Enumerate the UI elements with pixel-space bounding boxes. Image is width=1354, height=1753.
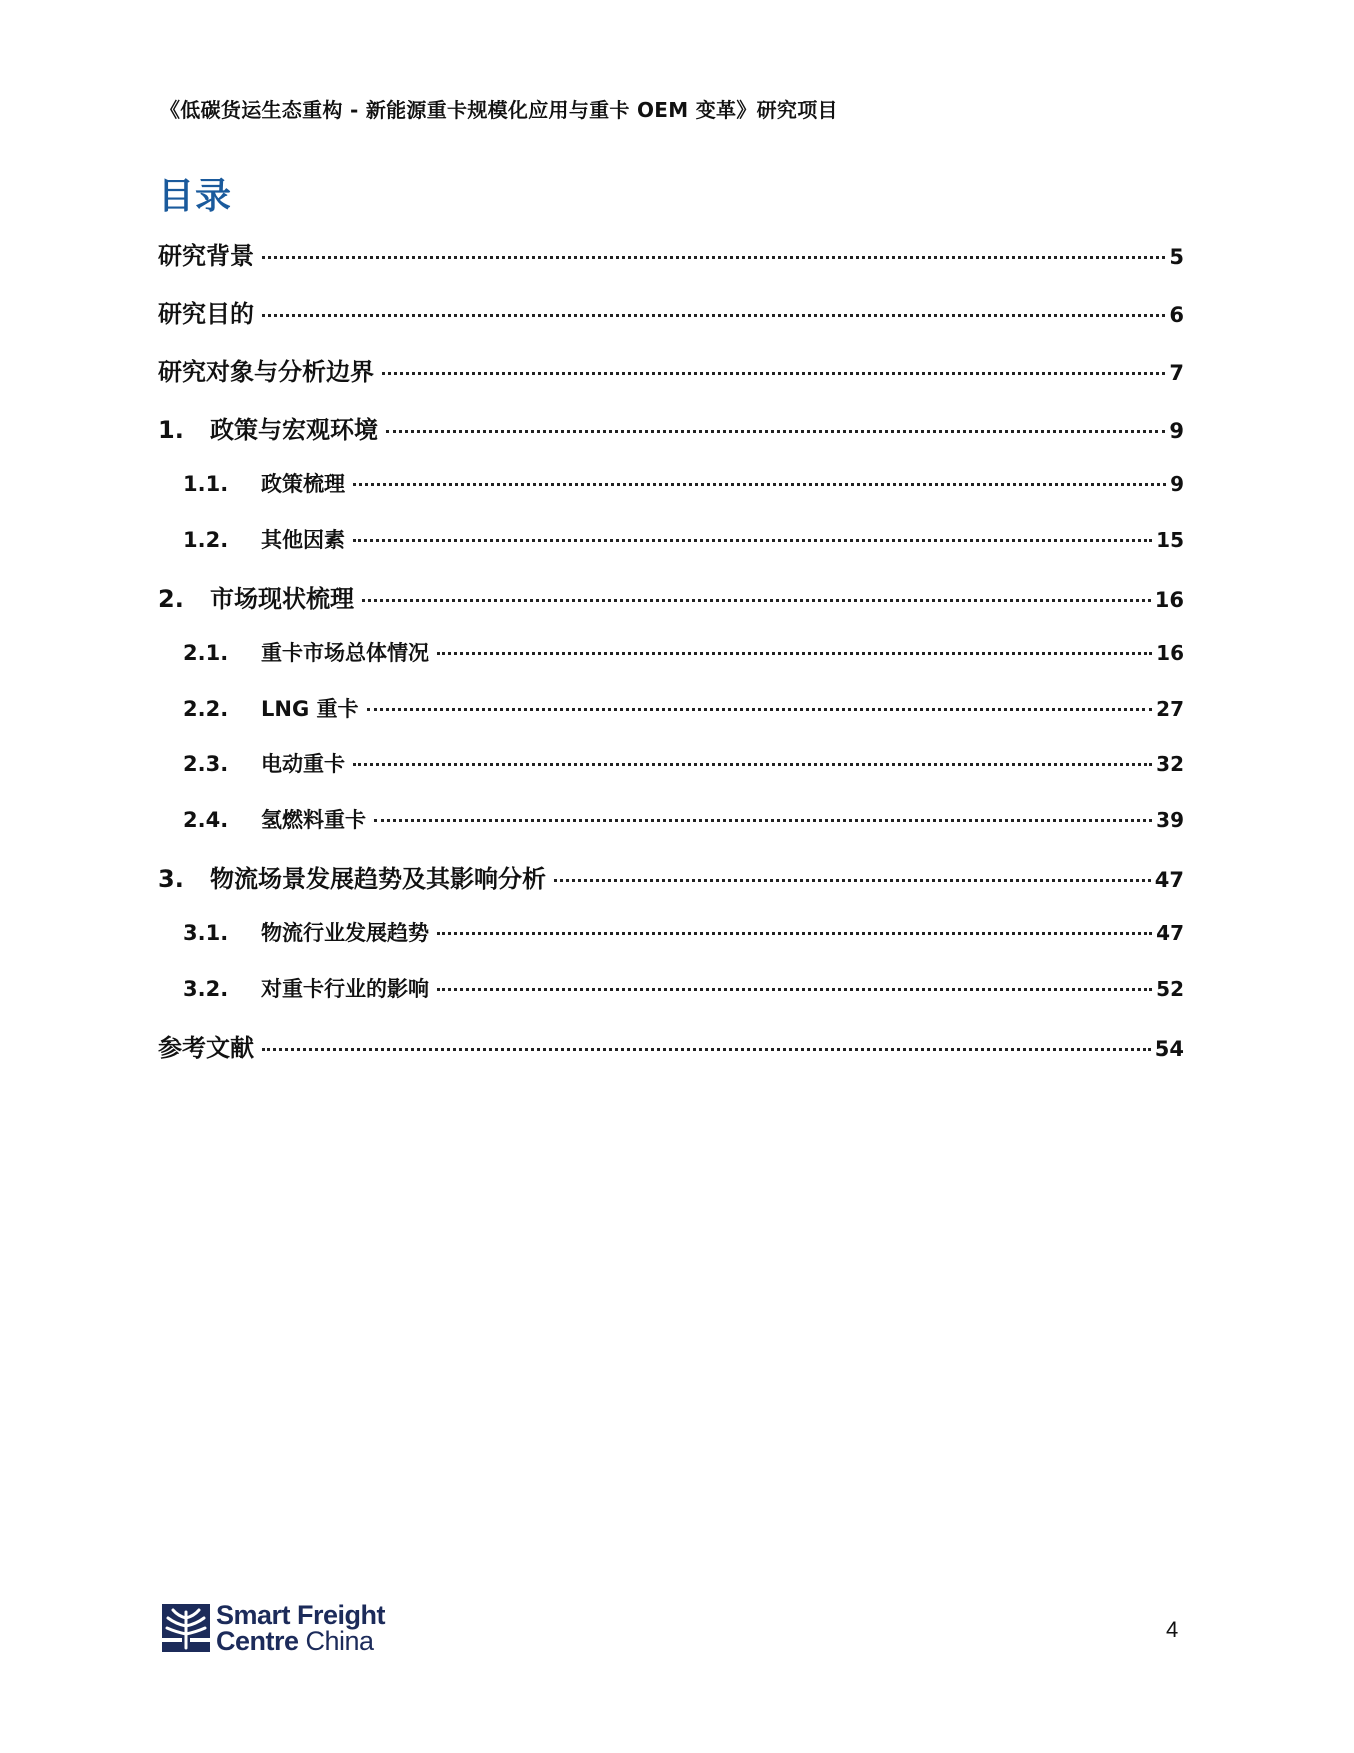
toc-entry-page: 52: [1156, 976, 1184, 1001]
toc-dot-leader: [353, 763, 1152, 766]
toc-dot-leader: [437, 988, 1152, 991]
toc-entry-page: 47: [1156, 921, 1184, 945]
toc-entry-page: 9: [1169, 419, 1184, 443]
toc-entry-page: 16: [1156, 641, 1184, 665]
toc-entry[interactable]: [158, 579, 1184, 637]
toc-entry[interactable]: [158, 637, 1184, 693]
toc-entry-title: 市场现状梳理: [210, 585, 354, 613]
page-number: 4: [1166, 1617, 1179, 1642]
toc-entry-title: 电动重卡: [261, 752, 345, 776]
toc-dot-leader: [374, 819, 1152, 822]
toc-entry-number: 3.: [158, 865, 184, 893]
toc-dot-leader: [362, 599, 1151, 602]
toc-entry[interactable]: [158, 468, 1184, 524]
toc-entry-number: 3.1.: [183, 921, 229, 945]
toc-entry-page: 9: [1170, 472, 1184, 496]
toc-entry-title: 其他因素: [261, 527, 345, 552]
smart-freight-logo: [162, 1602, 385, 1654]
toc-entry-number: 1.1.: [183, 472, 229, 496]
toc-entry-number: 2.3.: [183, 752, 229, 776]
toc-entry[interactable]: [158, 693, 1184, 749]
toc-entry-title: 研究目的: [158, 300, 254, 328]
toc-entry-title: 物流场景发展趋势及其影响分析: [210, 865, 546, 893]
toc-entry-title: 政策与宏观环境: [210, 416, 378, 444]
toc-dot-leader: [386, 430, 1165, 433]
toc-entry-page: 15: [1156, 527, 1184, 552]
logo-wordmark: [216, 1602, 385, 1654]
toc-entry[interactable]: [158, 294, 1184, 352]
toc-entry[interactable]: [158, 410, 1184, 468]
toc-title: 目录: [158, 176, 233, 217]
toc-entry-page: 5: [1169, 245, 1184, 269]
toc-entry-number: 2.2.: [183, 696, 229, 721]
toc-dot-leader: [353, 539, 1152, 542]
toc-entry-title: 对重卡行业的影响: [261, 976, 429, 1001]
toc-dot-leader: [382, 372, 1165, 375]
toc-entry-title: 研究背景: [158, 242, 254, 270]
toc-dot-leader: [262, 1048, 1151, 1051]
toc-entry-page: 54: [1154, 1037, 1184, 1061]
toc-entry[interactable]: [158, 859, 1184, 917]
toc-entry-number: 2.4.: [183, 807, 229, 832]
toc-entry-number: 2.: [158, 585, 184, 613]
toc-entry-number: 3.2.: [183, 976, 229, 1001]
toc-entry-title: 物流行业发展趋势: [261, 921, 429, 945]
toc-entry-title: 氢燃料重卡: [261, 807, 366, 832]
toc-dot-leader: [554, 879, 1151, 882]
toc-entry[interactable]: [158, 352, 1184, 410]
toc-entry-title: LNG 重卡: [261, 696, 359, 721]
toc-entry-title: 重卡市场总体情况: [261, 641, 429, 665]
toc-entry-page: 32: [1156, 752, 1184, 776]
toc-entry-page: 16: [1154, 588, 1184, 612]
toc-dot-leader: [437, 652, 1152, 655]
toc-entry-page: 7: [1169, 361, 1184, 385]
toc-dot-leader: [262, 314, 1165, 317]
toc-entry[interactable]: [158, 1028, 1184, 1086]
running-header: 《低碳货运生态重构 - 新能源重卡规模化应用与重卡 OEM 变革》研究项目: [160, 98, 838, 122]
toc-entry-title: 研究对象与分析边界: [158, 358, 374, 386]
logo-line-1: Smart Freight: [216, 1600, 386, 1630]
logo-line-2-light: China: [298, 1626, 374, 1656]
toc-entry-number: 2.1.: [183, 641, 229, 665]
toc-entry[interactable]: [158, 973, 1184, 1029]
toc-entry-number: 1.: [158, 416, 184, 444]
tree-logo-icon: [162, 1604, 210, 1652]
logo-line-2-strong: Centre: [216, 1626, 299, 1656]
toc-entry[interactable]: [158, 524, 1184, 580]
table-of-contents: [158, 236, 1184, 1086]
toc-entry-page: 6: [1169, 303, 1184, 327]
toc-dot-leader: [353, 483, 1166, 486]
toc-entry-title: 政策梳理: [261, 472, 345, 496]
toc-entry-number: 1.2.: [183, 527, 229, 552]
toc-entry-title: 参考文献: [158, 1034, 254, 1062]
toc-entry-page: 27: [1156, 696, 1184, 721]
toc-entry-page: 47: [1154, 868, 1184, 892]
toc-dot-leader: [262, 256, 1165, 259]
toc-entry[interactable]: [158, 804, 1184, 860]
toc-dot-leader: [437, 932, 1152, 935]
toc-dot-leader: [367, 708, 1153, 711]
logo-line-2: [216, 1628, 385, 1654]
toc-entry[interactable]: [158, 917, 1184, 973]
toc-entry-page: 39: [1156, 807, 1184, 832]
toc-entry[interactable]: [158, 236, 1184, 294]
toc-entry[interactable]: [158, 748, 1184, 804]
